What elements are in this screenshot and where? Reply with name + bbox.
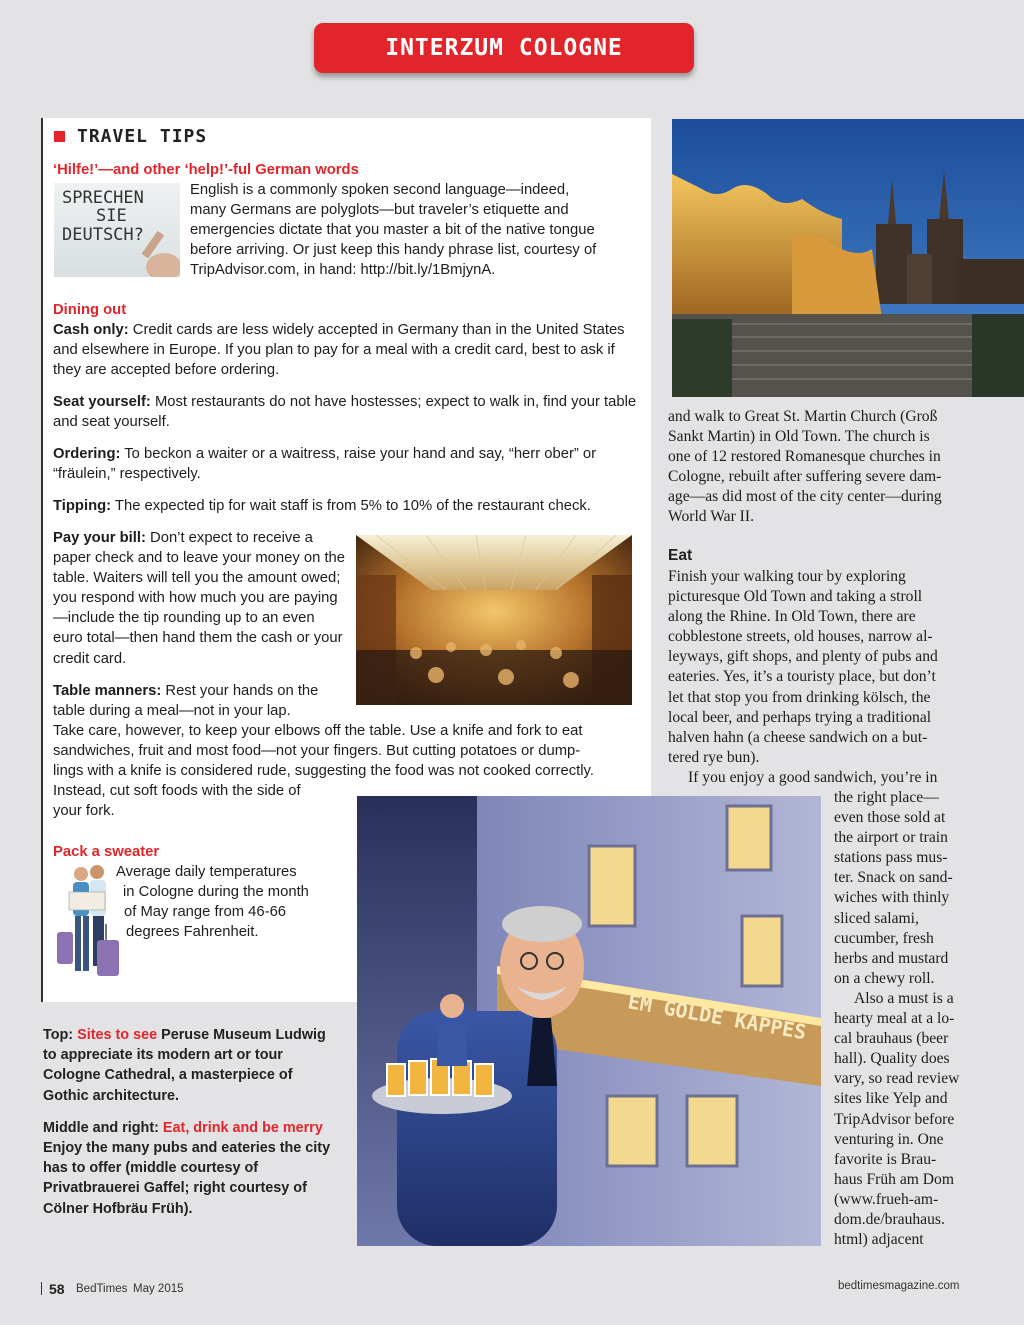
- hilfe-body: [190, 180, 640, 280]
- footer-website: bedtimesmagazine.com: [838, 1280, 960, 1292]
- tipping-paragraph: [53, 496, 643, 516]
- hilfe-heading: ‘Hilfe!’—and other ‘help!’-ful German words: [53, 162, 359, 178]
- sandwich-line: venturing in. One: [834, 1130, 944, 1148]
- seat-yourself-text: Most restaurants do not have hostesses; expect to walk in, find your table and seat yourself.: [53, 394, 637, 431]
- eat-line: picturesque Old Town and taking a stroll: [668, 588, 923, 606]
- seat-yourself-paragraph: [53, 392, 638, 432]
- church-paragraph: [668, 407, 1008, 528]
- ordering-text: To beckon a waiter or a waitress, raise your hand and say, “herr ober” or “fräulein,” respectively.: [53, 446, 597, 483]
- eat-line: halven hahn (a cheese sandwich on a but-: [668, 728, 928, 746]
- header-title: INTERZUM COLOGNE: [385, 35, 623, 61]
- church-line: Cologne, rebuilt after suffering severe dam-: [668, 468, 942, 486]
- caption-mid-prefix: Middle and right:: [43, 1119, 163, 1136]
- photo-captions: [43, 1025, 333, 1231]
- sandwich-line: sliced salami,: [834, 909, 919, 927]
- sweater-line: in Cologne during the month: [123, 884, 309, 901]
- tipping-text: The expected tip for wait staff is from 5% to 10% of the restaurant check.: [111, 498, 591, 514]
- footer-issue: May 2015: [133, 1283, 184, 1295]
- eat-paragraph: [668, 567, 1008, 768]
- pay-bill-paragraph: [53, 528, 345, 669]
- sign-text: EM GOLDE KAPPES: [626, 989, 809, 1045]
- pay-bill-label: Pay your bill:: [53, 530, 146, 546]
- eat-line: let that stop you from drinking kölsch, the: [668, 688, 931, 706]
- caption-top-highlight: Sites to see: [77, 1027, 158, 1043]
- hilfe-line: TripAdvisor.com, in hand: http://bit.ly/1BmjynA.: [190, 262, 496, 279]
- hilfe-line: English is a commonly spoken second language—indeed,: [190, 182, 570, 198]
- sandwich-line: the right place—: [834, 789, 939, 806]
- hilfe-line: many Germans are polyglots—but traveler’s etiquette and: [190, 202, 569, 219]
- eat-line: local beer, and perhaps trying a traditional: [668, 708, 932, 726]
- beer-hall-photo: [356, 535, 632, 705]
- eat-heading: Eat: [668, 547, 693, 564]
- sandwich-line: stations pass mus-: [834, 849, 948, 867]
- deutsch-text: DEUTSCH?: [62, 225, 144, 245]
- footer-publication: BedTimes: [76, 1283, 128, 1295]
- church-line: World War II.: [668, 508, 754, 526]
- sweater-line: Average daily temperatures: [116, 864, 297, 880]
- header-banner: [314, 23, 694, 73]
- manners-line: lings with a knife is considered rude, suggesting the food was not cooked correctly.: [53, 763, 594, 780]
- manners-line: your fork.: [53, 803, 115, 820]
- sprechen-text: SPRECHEN: [62, 188, 144, 208]
- sandwich-line: TripAdvisor before: [834, 1110, 955, 1128]
- sandwich-line: favorite is Brau-: [834, 1150, 937, 1168]
- footer-rule: [41, 1282, 42, 1295]
- caption-mid-text: Enjoy the many pubs and eateries the city has to offer (middle courtesy of Privatbrauerei Gaffel; right courtesy of Cölner Hofbräu Früh).: [43, 1140, 331, 1217]
- footer-page-number: 58: [49, 1281, 65, 1297]
- ordering-label: Ordering:: [53, 446, 121, 462]
- caption-top-prefix: Top:: [43, 1027, 78, 1043]
- cash-only-text: Credit cards are less widely accepted in Germany than in the United States and elsewhere in Europe. If you plan to pay for a meal with a credit card, best to ask if they are accepted before ordering.: [53, 322, 625, 379]
- table-manners-paragraph: [53, 681, 343, 721]
- caption-top-text: Peruse Museum Ludwig to appreciate its modern art or tour Cologne Cathedral, a masterpiece of Gothic architecture.: [43, 1027, 326, 1104]
- pay-bill-text: Don’t expect to receive a paper check and to leave your money on the table. Waiters will tell you the amount owed; you respond with how much you are paying—include the tip rounding up to an even euro total—then hand them the cash or your credit card.: [53, 530, 346, 667]
- caption-top: [43, 1025, 333, 1106]
- sandwich-line: herbs and mustard: [834, 949, 949, 967]
- church-line: one of 12 restored Romanesque churches in: [668, 448, 941, 466]
- table-manners-label: Table manners:: [53, 683, 162, 699]
- caption-mid-highlight: Eat, drink and be merry: [162, 1119, 323, 1136]
- sandwich-line: html) adjacent: [834, 1231, 924, 1249]
- cash-only-label: Cash only:: [53, 322, 129, 338]
- sandwich-line: (www.frueh-am-: [834, 1190, 939, 1208]
- sandwich-line: hall). Quality does: [834, 1050, 950, 1068]
- sweater-body: [116, 862, 346, 942]
- cathedral-museum-photo: [672, 119, 1024, 397]
- sie-text: SIE: [96, 206, 127, 226]
- ordering-paragraph: [53, 444, 643, 484]
- eat-line: eateries. Yes, it’s a touristy place, but don’t: [668, 668, 936, 686]
- table-manners-text: Rest your hands on the table during a meal—not in your lap.: [53, 683, 319, 720]
- hilfe-line: emergencies dictate that you master a bit of the native tongue: [190, 222, 595, 239]
- tipping-label: Tipping:: [53, 498, 112, 514]
- church-line: Sankt Martin) in Old Town. The church is: [668, 428, 930, 446]
- eat-line: cobblestone streets, old houses, narrow al-: [668, 628, 933, 646]
- sandwich-line: vary, so read review: [834, 1070, 960, 1088]
- seat-yourself-label: Seat yourself:: [53, 394, 151, 410]
- sandwich-line: sites like Yelp and: [834, 1090, 948, 1108]
- travel-tips-title: TRAVEL TIPS: [77, 126, 208, 147]
- sandwich-line: cucumber, fresh: [834, 929, 934, 947]
- sandwich-line: ter. Snack on sand-: [834, 869, 953, 887]
- hilfe-line: before arriving. Or just keep this handy phrase list, courtesy of: [190, 242, 597, 259]
- travelers-with-luggage-image: [55, 862, 123, 980]
- eat-line: Finish your walking tour by exploring: [668, 568, 906, 585]
- sandwich-paragraph: [834, 788, 1014, 1250]
- cash-only-paragraph: [53, 320, 633, 380]
- manners-line: Instead, cut soft foods with the side of: [53, 783, 301, 800]
- eat-line: along the Rhine. In Old Town, there are: [668, 608, 916, 626]
- church-line: age—as did most of the city center—during: [668, 488, 942, 506]
- sprechen-sie-deutsch-image: [54, 183, 180, 277]
- sandwich-line: even those sold at: [834, 809, 946, 827]
- section-bullet-icon: [54, 131, 65, 142]
- sandwich-first-line: If you enjoy a good sandwich, you’re in: [688, 769, 938, 786]
- eat-line: leyways, gift shops, and plenty of pubs and: [668, 648, 938, 666]
- sandwich-line: Also a must is a: [854, 989, 954, 1007]
- sandwich-line: wiches with thinly: [834, 889, 950, 907]
- sandwich-line: hearty meal at a lo-: [834, 1010, 955, 1028]
- sandwich-line: cal brauhaus (beer: [834, 1030, 949, 1048]
- sweater-line: degrees Fahrenheit.: [126, 924, 259, 941]
- sandwich-line: on a chewy roll.: [834, 969, 935, 987]
- eat-line: tered rye bun).: [668, 748, 760, 766]
- church-line: and walk to Great St. Martin Church (Groß: [668, 408, 938, 425]
- sandwich-line: haus Früh am Dom: [834, 1170, 954, 1188]
- manners-line: Take care, however, to keep your elbows off the table. Use a knife and fork to eat: [53, 723, 583, 739]
- dining-heading: Dining out: [53, 302, 127, 318]
- sandwich-line: the airport or train: [834, 829, 948, 847]
- sweater-line: of May range from 46-66: [124, 904, 287, 921]
- caption-middle-right: [43, 1118, 333, 1219]
- sweater-heading: Pack a sweater: [53, 844, 160, 860]
- sandwich-line: dom.de/brauhaus.: [834, 1210, 945, 1228]
- manners-line: sandwiches, fruit and most food—not your fingers. But cutting potatoes or dump-: [53, 743, 581, 760]
- waiter-brauhaus-photo: [357, 796, 821, 1246]
